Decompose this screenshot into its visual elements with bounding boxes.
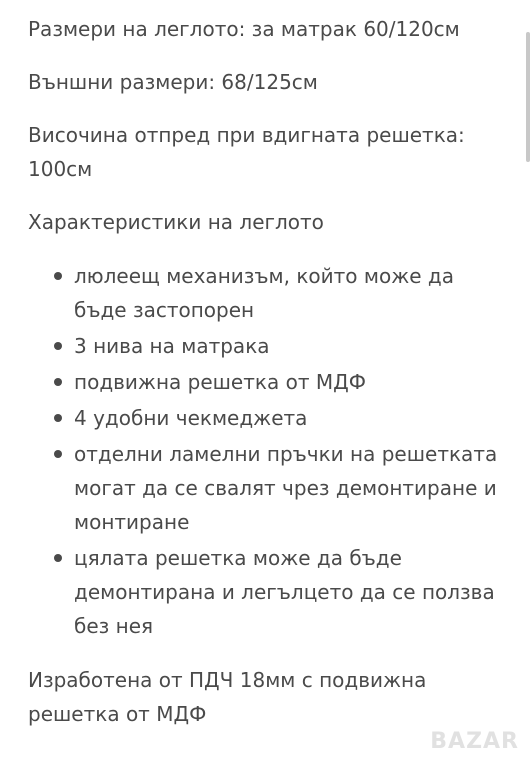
- features-heading: Характеристики на леглото: [28, 210, 324, 234]
- scrollbar-thumb[interactable]: [526, 32, 530, 162]
- feature-text: отделни ламелни пръчки на решетката могат да се свалят чрез демонтиране и монтиране: [74, 442, 498, 534]
- bullet-icon: [54, 414, 62, 422]
- feature-text: подвижна решетка от МДФ: [74, 370, 366, 394]
- bullet-icon: [54, 378, 62, 386]
- list-item: [28, 365, 508, 399]
- feature-text: люлеещ механизъм, който може да бъде застопорен: [74, 264, 454, 322]
- bullet-icon: [54, 450, 62, 458]
- bullet-icon: [54, 342, 62, 350]
- list-item: [28, 437, 508, 539]
- bed-size-text: Размери на леглото: за матрак 60/120см: [28, 17, 460, 41]
- bullet-icon: [54, 554, 62, 562]
- feature-text: 3 нива на матрака: [74, 334, 270, 358]
- list-item: [28, 401, 508, 435]
- product-description: [28, 12, 508, 750]
- outer-size-text: Външни размери: 68/125см: [28, 70, 318, 94]
- list-item: [28, 329, 508, 363]
- material-text: Изработена от ПДЧ 18мм с подвижна решетка от МДФ: [28, 668, 427, 726]
- list-item: [28, 259, 508, 327]
- scrollbar[interactable]: [525, 0, 531, 768]
- feature-text: цялата решетка може да бъде демонтирана и легълцето да се ползва без нея: [74, 546, 495, 638]
- feature-text: 4 удобни чекмеджета: [74, 406, 308, 430]
- features-list: [28, 259, 508, 643]
- front-height-text: Височина отпред при вдигната решетка: 100см: [28, 123, 465, 181]
- bullet-icon: [54, 272, 62, 280]
- list-item: [28, 541, 508, 643]
- bazar-logo-watermark: BAZAR: [430, 729, 519, 754]
